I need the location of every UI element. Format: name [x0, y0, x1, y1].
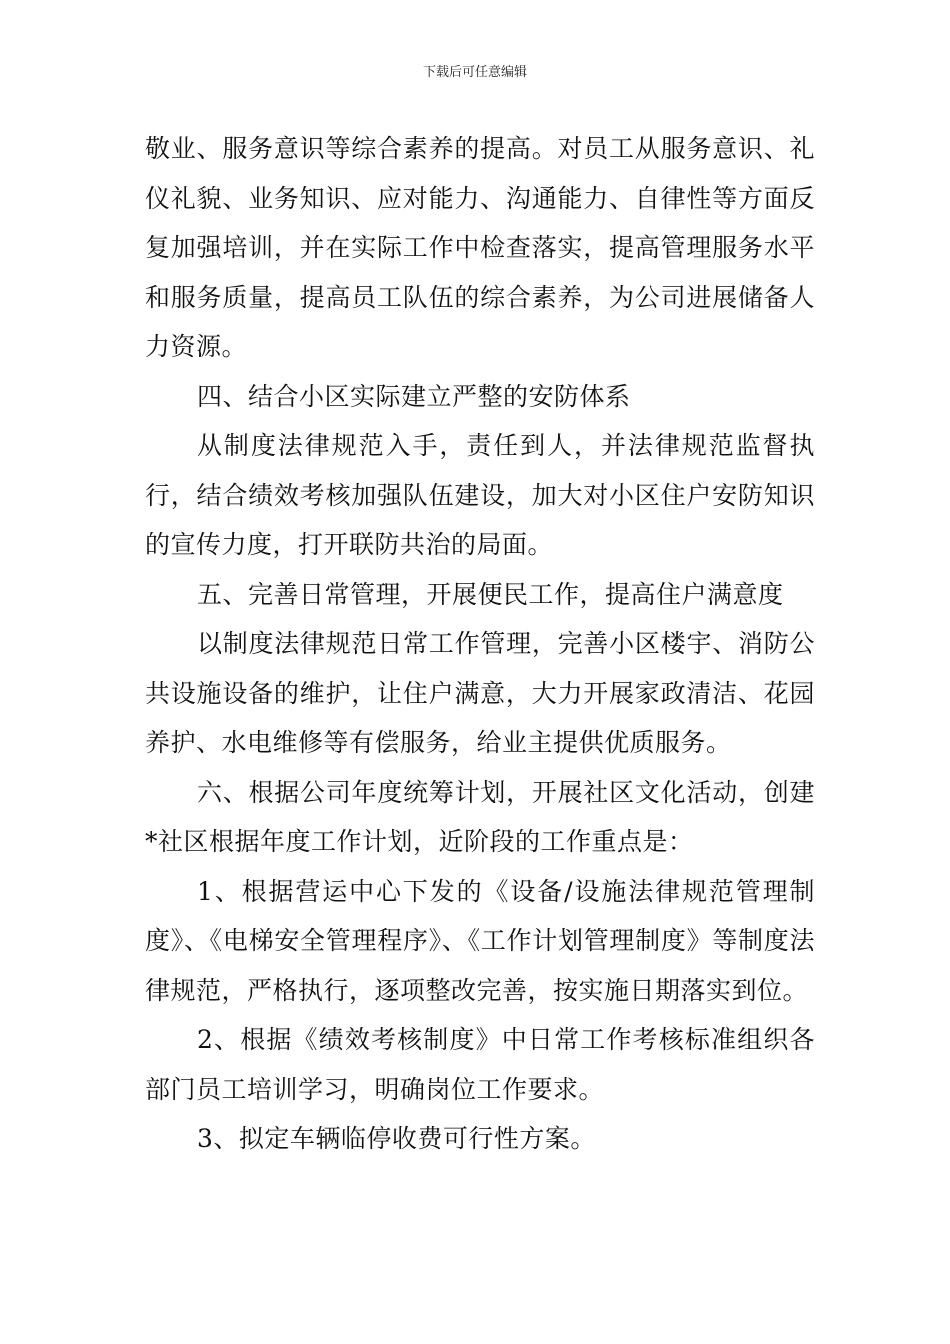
document-body	[145, 124, 815, 1164]
list-item-3: 3、拟定车辆临停收费可行性方案。	[197, 1124, 596, 1153]
paragraph-daily-management: 以制度法律规范日常工作管理，完善小区楼宇、消防公共设施设备的维护，让住户满意，大力开展家政清洁、花园养护、水电维修等有偿服务，给业主提供优质服务。	[145, 629, 815, 757]
section-heading-5: 五、完善日常管理，开展便民工作，提高住户满意度	[197, 579, 784, 609]
paragraph-security: 从制度法律规范入手，责任到人，并法律规范监督执行，结合绩效考核加强队伍建设，加大对小区住户安防知识的宣传力度，打开联防共治的局面。	[145, 431, 815, 559]
list-item-2: 2、根据《绩效考核制度》中日常工作考核标准组织各部门员工培训学习，明确岗位工作要求。	[145, 1025, 815, 1104]
page-header: 下载后可任意编辑	[422, 65, 527, 80]
paragraph-continuation: 敬业、服务意识等综合素养的提高。对员工从服务意识、礼仪礼貌、业务知识、应对能力、沟通能力、自律性等方面反复加强培训，并在实际工作中检查落实，提高管理服务水平和服务质量，提高员工队伍的综合素养，为公司进展储备人力资源。	[145, 134, 815, 361]
section-heading-6: 六、根据公司年度统筹计划，开展社区文化活动，创建*社区根据年度工作计划，近阶段的工作重点是：	[145, 777, 815, 856]
section-heading-4: 四、结合小区实际建立严整的安防体系	[197, 381, 631, 411]
list-item-1: 1、根据营运中心下发的《设备/设施法律规范管理制度》、《电梯安全管理程序》、《工作计划管理制度》等制度法律规范，严格执行，逐项整改完善，按实施日期落实到位。	[145, 876, 815, 1005]
